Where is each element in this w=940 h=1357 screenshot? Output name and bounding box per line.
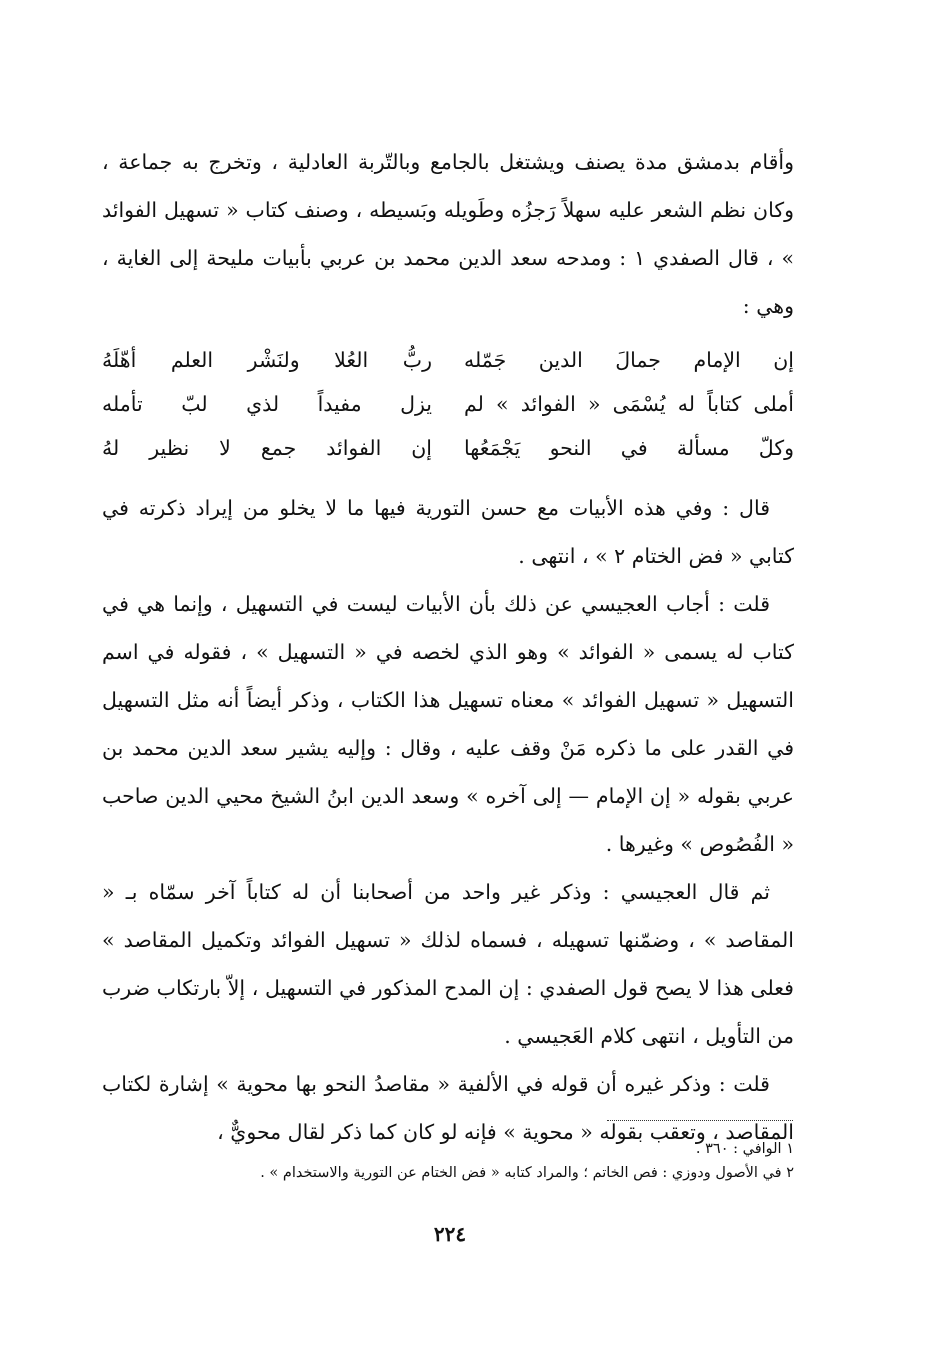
- verse-1-second-hemistich: ربُّ العُلا ولنَشْر العلم أهّلَهُ: [102, 348, 432, 372]
- footnotes: [94, 1137, 794, 1185]
- verse-2-second-hemistich: يزل مفيداً لذي لبّ تأمله: [102, 392, 432, 416]
- verse-1-first-hemistich: إن الإمام جمالَ الدين جَمّله: [464, 348, 794, 372]
- poem: [102, 338, 794, 470]
- footnote-2: ٢ في الأصول ودوزي : فص الخاتم ؛ والمراد كتابه « فض الختام عن التورية والاستخدام » .: [260, 1165, 794, 1181]
- verse-1: [102, 338, 794, 382]
- paragraph-2: قال : وفي هذه الأبيات مع حسن التورية فيها ما لا يخلو من إيراد ذكرته في كتابي « فض الختام ٢ » ، انتهى .: [102, 496, 794, 568]
- verse-3-second-hemistich: إن الفوائد جمع لا نظير لهُ: [102, 436, 432, 460]
- body-text: [102, 138, 794, 1156]
- verse-3-first-hemistich: وكلّ مسألة في النحو يَجْمَعُها: [464, 436, 794, 460]
- verse-2: [102, 382, 794, 426]
- paragraph-4: ثم قال العجيسي : وذكر غير واحد من أصحابنا أن له كتاباً آخر سمّاه بـ « المقاصد » ، وضمّنها تسهيله ، فسماه لذلك « تسهيل الفوائد وتكميل المقاصد » فعلى هذا لا يصح قول الصفدي : إن المدح المذكور في التسهيل ، إلاّ بارتكاب ضرب من التأويل ، انتهى كلام العَجيسي .: [102, 880, 794, 1048]
- paragraph-1: وأقام بدمشق مدة يصنف ويشتغل بالجامع وبالتّربة العادلية ، وتخرج به جماعة ، وكان نظم الشعر عليه سهلاً رَجزُه وطَويله وبَسيطه ، وصنف كتاب « تسهيل الفوائد » ، قال الصفدي ١ : ومدحه سعد الدين محمد بن عربي بأبيات مليحة إلى الغاية ، وهي :: [102, 150, 795, 318]
- verse-2-first-hemistich: أملى كتاباً له يُسْمَى « الفوائد » لم: [464, 392, 794, 416]
- footnote-1: ١ الوافي : ٣٦٠ .: [695, 1141, 794, 1157]
- page-number: ٢٢٤: [433, 1222, 467, 1246]
- footnote-separator: [607, 1120, 793, 1121]
- verse-3: [102, 426, 794, 470]
- paragraph-3: قلت : أجاب العجيسي عن ذلك بأن الأبيات ليست في التسهيل ، وإنما هي في كتاب له يسمى « الفوائد » وهو الذي لخصه في « التسهيل » ، فقوله في اسم التسهيل « تسهيل الفوائد » معناه تسهيل هذا الكتاب ، وذكر أيضاً أنه مثل التسهيل في القدر على ما ذكره مَنْ وقف عليه ، وقال : وإليه يشير سعد الدين محمد بن عربي بقوله « إن الإمام — إلى آخره » وسعد الدين ابنُ الشيخ محيي الدين صاحب « الفُصُوص » وغيرها .: [102, 592, 794, 856]
- paragraph-5: قلت : وذكر غيره أن قوله في الألفية « مقاصدُ النحو بها محوية » إشارة لكتاب المقاصد ، وتعقب بقوله « محوية » فإنه لو كان كما ذكر لقال محويٌّ ،: [102, 1072, 794, 1144]
